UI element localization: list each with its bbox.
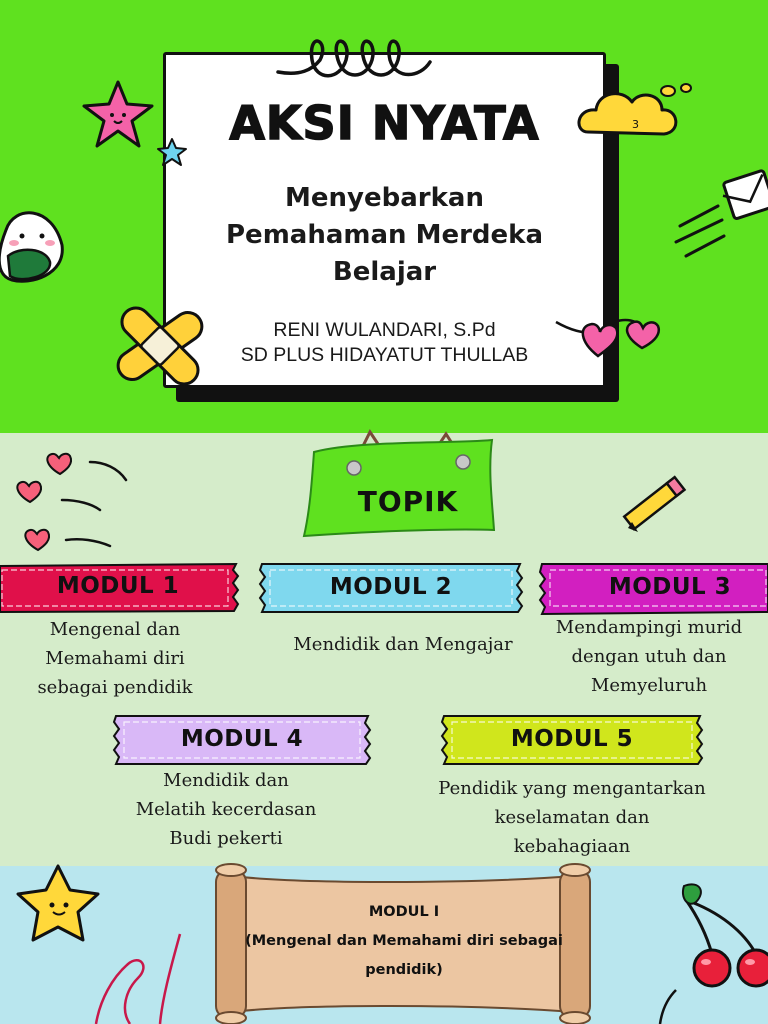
description-line: Mendampingi murid: [555, 617, 743, 638]
topik-label: TOPIK: [357, 485, 459, 518]
school-name: SD PLUS HIDAYATUT THULLAB: [240, 344, 529, 366]
scribble-loops: [278, 41, 430, 76]
star-icon: [84, 82, 152, 146]
description-line: Budi pekerti: [169, 828, 283, 849]
star-icon: [18, 866, 98, 940]
author-block: [163, 318, 606, 368]
modul-5-description: [412, 774, 732, 861]
pencil-icon: [624, 477, 684, 532]
scroll-title: MODUL I: [368, 904, 440, 920]
subtitle-line: Menyebarkan: [285, 183, 484, 213]
description-line: Mendidik dan Mengajar: [293, 634, 513, 655]
scroll-content: [214, 898, 594, 985]
description-line: Mendidik dan: [163, 770, 289, 791]
heart-icon: [17, 454, 126, 550]
subtitle-line: Pemahaman Merdeka: [226, 220, 543, 250]
scroll-subtitle-line: pendidik): [365, 962, 443, 978]
description-line: Memyeluruh: [590, 675, 708, 696]
page-title: AKSI NYATA: [229, 96, 540, 150]
modul-4-label: MODUL 4: [180, 726, 304, 752]
author-name: RENI WULANDARI, S.Pd: [273, 319, 496, 341]
modul-2-label: MODUL 2: [329, 574, 453, 600]
description-line: Memahami diri: [45, 648, 185, 669]
svg-text:3: 3: [632, 118, 639, 131]
ribbon-scribble: [96, 934, 180, 1024]
rice-ball-icon: [0, 213, 62, 281]
description-line: dengan utuh dan: [571, 646, 727, 667]
description-line: keselamatan dan: [494, 807, 650, 828]
modul-1-description: [0, 615, 230, 702]
subtitle: [163, 180, 606, 291]
description-line: Melatih kecerdasan: [135, 799, 317, 820]
cherry-icon: [683, 884, 768, 986]
modul-3-label: MODUL 3: [608, 574, 732, 600]
description-line: Pendidik yang mengantarkan: [438, 778, 706, 799]
modul-1-label: MODUL 1: [56, 573, 180, 599]
description-line: kebahagiaan: [513, 836, 631, 857]
line-scribble: [660, 990, 676, 1024]
subtitle-line: Belajar: [332, 257, 437, 287]
modul-5-label: MODUL 5: [510, 726, 634, 752]
modul-4-description: [104, 766, 348, 853]
scroll-subtitle-line: (Mengenal dan Memahami diri sebagai: [245, 933, 563, 949]
modul-3-description: [530, 613, 768, 700]
envelope-icon: [676, 170, 768, 256]
description-line: sebagai pendidik: [37, 677, 193, 698]
topik-banner: [304, 432, 494, 536]
description-line: Mengenal dan: [49, 619, 181, 640]
modul-2-description: [262, 630, 544, 659]
